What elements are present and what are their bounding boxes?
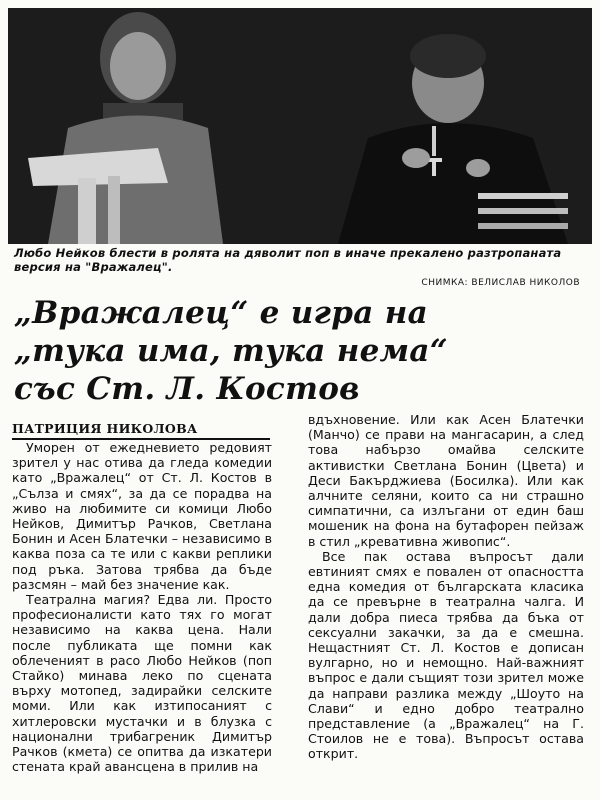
photo-illustration <box>8 8 592 244</box>
paragraph: Уморен от ежедневието редовият зрител у нас отива да гледа комедии като „Вражалец“ от Ст. Л. Костов в „Сълза и смях“, за да се порадва на живо на любимите си комици Любо Нейков, Димитър Рачков, Светлана Бонин и Асен Блатечки – независимо в каква поза са те или с какви реплики под ръка. Затова трябва да бъде разсмян – май без значение как. <box>12 440 272 592</box>
article-column-left <box>12 440 272 774</box>
paragraph: вдъхновение. Или как Асен Блатечки (Манчо) се прави на мангасарин, а след това набързо омайва селските активистки Светлана Бонин (Цвета) и Деси Бакърджиева (Босилка). Или как алчните селяни, които са ни страшно симпатични, са излъгани от един баш мошеник на фона на бутафорен пейзаж в стил „кревативна живопис“. <box>308 412 584 549</box>
headline-line-2: „тука има, тука нема“ <box>14 333 448 369</box>
photo-caption: Любо Нейков блести в ролята на дяволит поп в иначе прекалено разтропаната версия на "Вражалец". <box>14 246 562 274</box>
photo-credit: СНИМКА: ВЕЛИСЛАВ НИКОЛОВ <box>421 278 580 288</box>
article-byline: ПАТРИЦИЯ НИКОЛОВА <box>12 421 270 440</box>
article-photo <box>8 8 592 244</box>
paragraph: Все пак остава въпросът дали евтиният смях е повален от опасността една комедия от българската класика да се превърне в театрална чалга. И дали добра пиеса трябва да бъка от сексуални закачки, за да е смешна. Нещастният Ст. Л. Костов е дописан вулгарно, но и немощно. Най-важният въпрос е дали същият този зрител може да направи разлика между „Шоуто на Слави“ и едно добро театрално представление (а „Вражалец“ на Г. Стоилов не е това). Въпросът остава открит. <box>308 548 584 762</box>
headline-line-1: „Вражалец“ е игра на <box>14 295 429 331</box>
paragraph: Театрална магия? Едва ли. Просто професионалисти като тях го могат независимо на каква цена. Нали после публиката ще помни как облеченият в расо Любо Нейков (поп Стайко) минава леко по сцената върху мотопед, задирайки селските моми. Или как изтипосаният с хитлеровски мустачки и в блузка с национални трибагреник Димитър Рачков (кмета) се опитва да изкатери стената край авансцена в прилив на <box>12 592 272 775</box>
headline-line-3: със Ст. Л. Костов <box>14 371 360 407</box>
article-headline <box>14 294 586 408</box>
article-column-right <box>308 412 584 762</box>
